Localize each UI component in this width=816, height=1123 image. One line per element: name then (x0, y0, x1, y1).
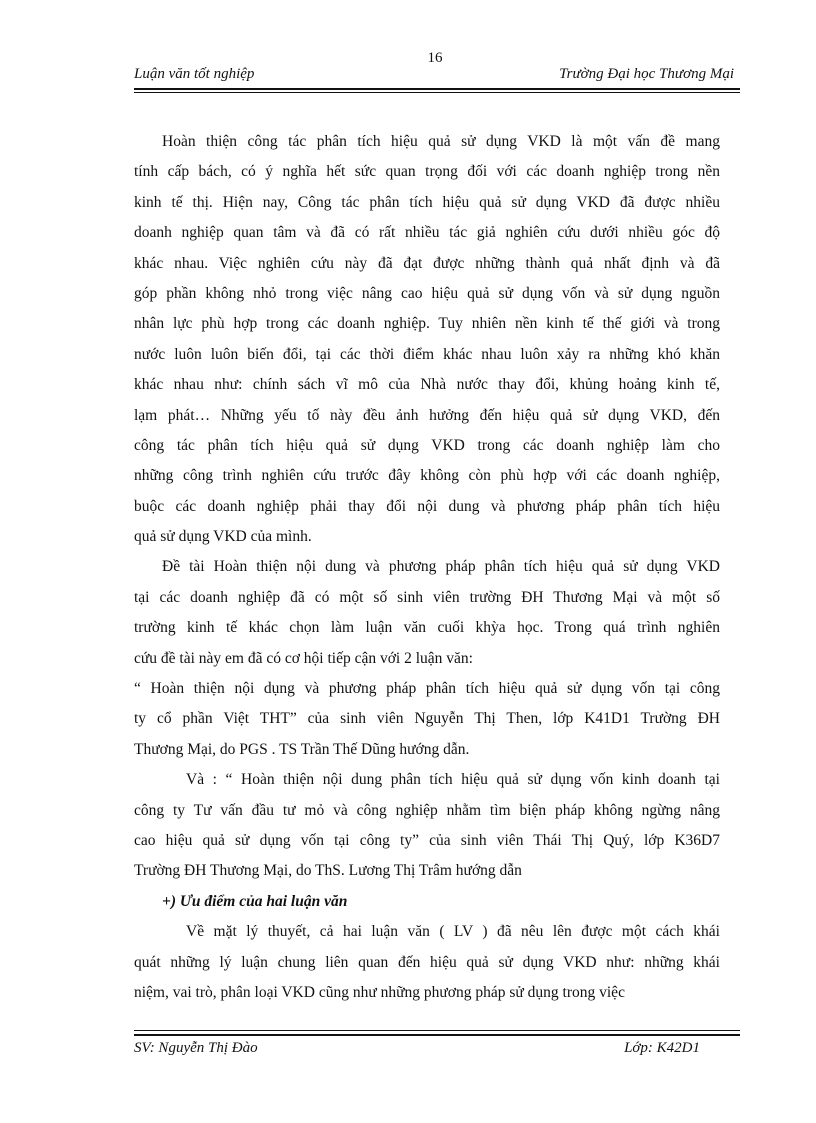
text-line: góp phần không nhỏ trong việc nâng cao hiệu quả sử dụng vốn và sử dụng nguồn (134, 284, 720, 302)
text-line: tại các doanh nghiệp đã có một số sinh viên trường ĐH Thương Mại và một số (134, 588, 720, 606)
text-line: quát những lý luận chung liên quan đến hiệu quả sử dụng VKD như: những khái (134, 953, 720, 971)
footer-rule-thick (134, 1034, 740, 1036)
text-line: tính cấp bách, có ý nghĩa hết sức quan trọng đối với các doanh nghiệp trong nền (134, 163, 720, 181)
text-line: buộc các doanh nghiệp phải thay đổi nội dung và phương pháp phân tích hiệu (134, 497, 720, 515)
text-line: ty cổ phần Việt THT” của sinh viên Nguyễn Thị Then, lớp K41D1 Trường ĐH (134, 710, 720, 728)
header-rule-thin (134, 92, 740, 93)
header-left-text: Luận văn tốt nghiệp (134, 66, 255, 82)
body-text (134, 127, 720, 1008)
text-line: khác nhau như: chính sách vĩ mô của Nhà nước thay đổi, khủng hoảng kinh tế, (134, 376, 720, 394)
text-line: quả sử dụng VKD của mình. (134, 528, 312, 546)
text-line: công ty Tư vấn đầu tư mỏ và công nghiệp nhằm tìm biện pháp không ngừng nâng (134, 801, 720, 819)
text-line: Đề tài Hoàn thiện nội dung và phương pháp phân tích hiệu quả sử dụng VKD (162, 558, 720, 576)
page-number: 16 (427, 50, 443, 66)
text-line: lạm phát… Những yếu tố này đều ảnh hưởng đến hiệu quả sử dụng VKD, đến (134, 406, 720, 424)
text-line: nhân lực phù hợp trong các doanh nghiệp. Tuy nhiên nền kinh tế thế giới và trong (134, 315, 720, 333)
page-header (134, 66, 734, 86)
text-line: Thương Mại, do PGS . TS Trần Thế Dũng hướng dẫn. (134, 740, 470, 758)
text-line: Và : “ Hoàn thiện nội dung phân tích hiệu quả sử dụng vốn kinh doanh tại (186, 771, 720, 789)
text-line: niệm, vai trò, phân loại VKD cũng như những phương pháp sử dụng trong việc (134, 983, 625, 1001)
footer-rule-thin (134, 1030, 740, 1031)
text-line: Về mặt lý thuyết, cả hai luận văn ( LV ) đã nêu lên được một cách khái (186, 923, 720, 941)
text-line: cứu đề tài này em đã có cơ hội tiếp cận với 2 luận văn: (134, 649, 473, 667)
text-line: Hoàn thiện công tác phân tích hiệu quả sử dụng VKD là một vấn đề mang (162, 133, 720, 150)
header-right-text: Trường Đại học Thương Mại (559, 66, 734, 82)
text-line: kinh tế thị. Hiện nay, Công tác phân tích hiệu quả sử dụng VKD đã được nhiều (134, 193, 720, 211)
header-rule-thick (134, 88, 740, 90)
text-line: Trường ĐH Thương Mại, do ThS. Lương Thị Trâm hướng dẫn (134, 862, 522, 880)
footer-student-name: SV: Nguyễn Thị Đào (134, 1040, 258, 1056)
text-line: công tác phân tích hiệu quả sử dụng VKD trong các doanh nghiệp làm cho (134, 436, 720, 454)
text-line: doanh nghiệp quan tâm và đã có rất nhiều tác giả nghiên cứu dưới nhiều góc độ (134, 224, 720, 242)
text-line: “ Hoàn thiện nội dụng và phương pháp phân tích hiệu quả sử dụng vốn tại công (134, 680, 720, 698)
text-line: nước luôn luôn biến đổi, tại các thời điểm khác nhau luôn xảy ra những khó khăn (134, 345, 720, 363)
text-line: trường kinh tế khác chọn làm luận văn cuối khỳa học. Trong quá trình nghiên (134, 619, 720, 637)
section-heading: +) Ưu điểm của hai luận văn (162, 892, 348, 910)
text-line: cao hiệu quả sử dụng vốn tại công ty” của sinh viên Thái Thị Quý, lớp K36D7 (134, 831, 720, 849)
text-line: khác nhau. Việc nghiên cứu này đã đạt được những thành quả nhất định và đã (134, 254, 720, 272)
footer-class-code: Lớp: K42D1 (624, 1040, 700, 1056)
text-line: những công trình nghiên cứu trước đây không còn phù hợp với các doanh nghiệp, (134, 467, 720, 485)
